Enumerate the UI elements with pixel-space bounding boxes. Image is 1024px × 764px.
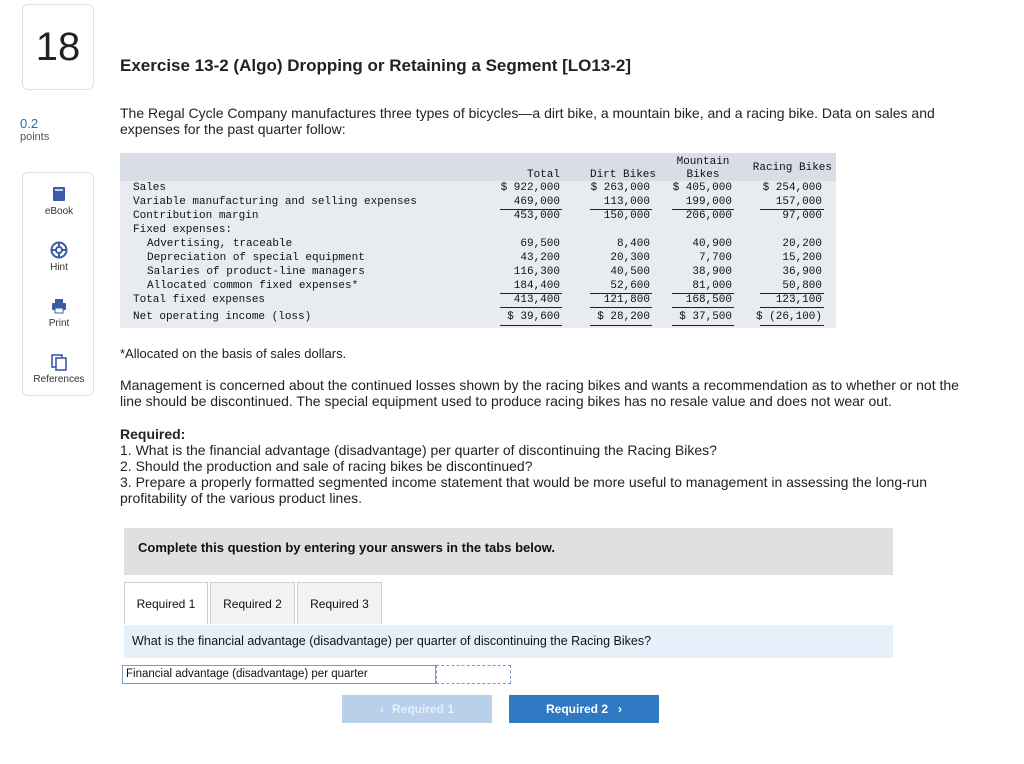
row-label: Net operating income (loss) — [133, 311, 312, 323]
col-header-total: Total — [526, 169, 560, 181]
chevron-left-icon: ‹ — [379, 702, 384, 716]
chevron-right-icon: › — [618, 702, 622, 716]
underline — [500, 307, 562, 308]
question-number: 18 — [22, 4, 94, 90]
cell-mountain: 40,900 — [692, 238, 732, 250]
hint-icon — [50, 241, 68, 259]
cell-dirt: 52,600 — [610, 280, 650, 292]
points-value: 0.2 — [20, 116, 39, 131]
cell-total: 413,400 — [513, 294, 560, 306]
col-header-mountain-2: Bikes — [686, 169, 720, 181]
sidebar-item-label: eBook — [44, 206, 74, 217]
row-label: Salaries of product-line managers — [147, 266, 365, 278]
exercise-title: Exercise 13-2 (Algo) Dropping or Retaining a Segment [LO13-2] — [120, 56, 632, 75]
col-header-mountain-1: Mountain — [676, 156, 730, 168]
cell-racing: 97,000 — [782, 210, 822, 222]
row-label: Depreciation of special equipment — [147, 252, 365, 264]
cell-dirt: 150,000 — [603, 210, 650, 222]
sidebar-item-label: Print — [48, 318, 70, 329]
cell-racing: $ 254,000 — [762, 182, 822, 194]
tab-required-3[interactable]: Required 3 — [297, 582, 382, 624]
cell-mountain: $ 37,500 — [679, 311, 732, 323]
cell-dirt: $ 28,200 — [597, 311, 650, 323]
double-underline — [590, 325, 652, 326]
management-text: Management is concerned about the continued losses shown by the racing bikes and wants a recommendation as to whether or not the line should be discontinued. The special equipment used to produce racing bikes has no resale value and does not wear out. — [120, 377, 959, 409]
sidebar-item-print[interactable] — [23, 297, 95, 329]
next-required-button[interactable] — [509, 695, 659, 723]
tab-prompt: What is the financial advantage (disadvantage) per quarter of discontinuing the Racing Bikes? — [124, 625, 893, 658]
cell-total: 469,000 — [513, 196, 560, 208]
double-underline — [672, 325, 734, 326]
cell-mountain: 38,900 — [692, 266, 732, 278]
required-3: 3. Prepare a properly formatted segmented income statement that would be more useful to management in assessing the long-run profitability of the various product lines. — [120, 474, 928, 506]
cell-racing: 36,900 — [782, 266, 822, 278]
cell-total: 184,400 — [513, 280, 560, 292]
cell-mountain: $ 405,000 — [672, 182, 732, 194]
cell-total: 43,200 — [520, 252, 560, 264]
cell-mountain: 206,000 — [685, 210, 732, 222]
cell-total: $ 39,600 — [507, 311, 560, 323]
cell-racing: 50,800 — [782, 280, 822, 292]
prev-required-button[interactable] — [342, 695, 492, 723]
answer-row-label: Financial advantage (disadvantage) per quarter — [122, 665, 436, 684]
sidebar-item-label: References — [33, 374, 85, 385]
underline — [672, 307, 734, 308]
footnote: *Allocated on the basis of sales dollars. — [120, 346, 347, 361]
financial-advantage-input[interactable] — [436, 665, 511, 684]
row-label: Fixed expenses: — [133, 224, 233, 236]
double-underline — [760, 325, 824, 326]
cell-racing: 20,200 — [782, 238, 822, 250]
double-underline — [500, 325, 562, 326]
row-label: Total fixed expenses — [133, 294, 266, 306]
cell-mountain: 168,500 — [685, 294, 732, 306]
references-icon — [50, 353, 68, 371]
cell-mountain: 81,000 — [692, 280, 732, 292]
cell-total: 116,300 — [513, 266, 560, 278]
cell-dirt: 20,300 — [610, 252, 650, 264]
sidebar-item-hint[interactable] — [23, 241, 95, 273]
cell-total: $ 922,000 — [500, 182, 560, 194]
cell-dirt: 121,800 — [603, 294, 650, 306]
cell-racing: 123,100 — [775, 294, 822, 306]
tools-sidebar — [22, 172, 94, 396]
required-heading: Required: — [120, 426, 186, 442]
cell-dirt: 8,400 — [616, 238, 650, 250]
ebook-icon — [50, 185, 68, 203]
col-header-racing: Racing Bikes — [752, 162, 832, 174]
row-label: Variable manufacturing and selling expenses — [133, 196, 417, 208]
next-button-label: Required 2 — [545, 702, 608, 716]
col-header-dirt: Dirt Bikes — [589, 169, 656, 181]
row-label: Allocated common fixed expenses* — [147, 280, 359, 292]
cell-racing: 157,000 — [775, 196, 822, 208]
cell-racing: $ (26,100) — [755, 311, 822, 323]
income-statement-table — [120, 153, 836, 328]
sidebar-item-label: Hint — [50, 262, 68, 273]
prev-button-label: Required 1 — [391, 702, 454, 716]
row-label: Contribution margin — [133, 210, 259, 222]
intro-text: The Regal Cycle Company manufactures three types of bicycles—a dirt bike, a mountain bike, and a racing bike. Data on sales and expenses for the past quarter follow: — [120, 105, 935, 137]
required-2: 2. Should the production and sale of racing bikes be discontinued? — [120, 458, 533, 474]
cell-dirt: 113,000 — [603, 196, 650, 208]
tab-required-2[interactable]: Required 2 — [210, 582, 295, 624]
sidebar-item-references[interactable] — [23, 353, 95, 385]
cell-dirt: $ 263,000 — [590, 182, 650, 194]
underline — [760, 307, 824, 308]
points-label: points — [20, 131, 50, 143]
cell-racing: 15,200 — [782, 252, 822, 264]
row-label: Advertising, traceable — [147, 238, 293, 250]
tab-required-1[interactable]: Required 1 — [124, 582, 208, 624]
row-label: Sales — [133, 182, 167, 194]
cell-total: 69,500 — [520, 238, 560, 250]
cell-total: 453,000 — [513, 210, 560, 222]
cell-dirt: 40,500 — [610, 266, 650, 278]
cell-mountain: 7,700 — [698, 252, 732, 264]
sidebar-item-ebook[interactable] — [23, 185, 95, 217]
cell-mountain: 199,000 — [685, 196, 732, 208]
print-icon — [50, 297, 68, 315]
underline — [590, 307, 652, 308]
instruction-banner: Complete this question by entering your answers in the tabs below. — [124, 528, 893, 575]
required-1: 1. What is the financial advantage (disadvantage) per quarter of discontinuing the Racing Bikes? — [120, 442, 717, 458]
